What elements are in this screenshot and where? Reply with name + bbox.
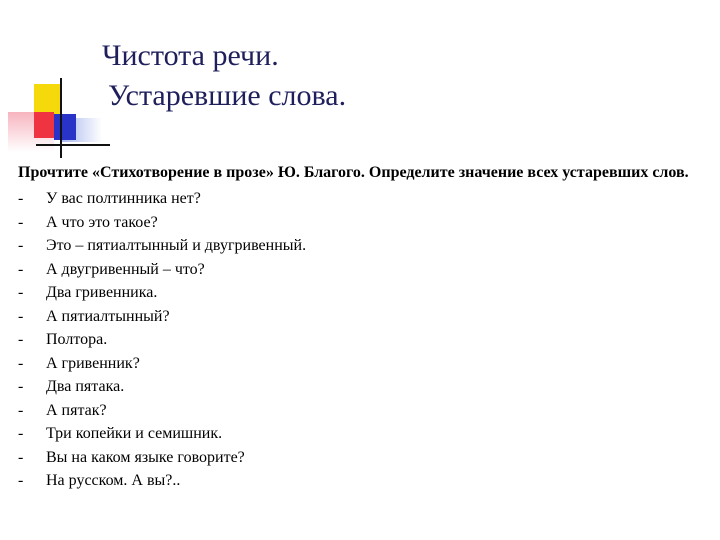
dialog-line-text: Полтора. [46, 331, 108, 348]
dialog-line-text: На русском. А вы?.. [46, 472, 181, 489]
dialog-line-text: А гривенник? [46, 354, 140, 372]
dash-marker: - [18, 331, 24, 348]
dash-marker: - [18, 190, 24, 207]
dialog-line-text: Два гривенника. [46, 284, 158, 301]
red-square [34, 112, 54, 138]
dash-marker: - [18, 425, 24, 442]
dialog-line [18, 399, 694, 423]
slide-body [18, 162, 694, 493]
title-line-2: Устаревшие слова. [108, 79, 347, 112]
dialog-line [18, 258, 694, 282]
dialog-line [18, 352, 694, 376]
dialog-line [18, 328, 694, 352]
dialog-list [18, 187, 694, 493]
dialog-line-text: А двугривенный – что? [46, 260, 205, 278]
dialog-line [18, 234, 694, 258]
dialog-line-text: Это – пятиалтынный и двугривенный. [46, 237, 307, 254]
dialog-line [18, 375, 694, 399]
dash-marker: - [18, 237, 24, 254]
blue-square [54, 114, 76, 140]
dialog-line-text: Вы на каком языке говорите? [46, 448, 245, 466]
dialog-line-text: А пятиалтынный? [46, 307, 170, 325]
dash-marker: - [18, 354, 24, 372]
dash-marker: - [18, 307, 24, 325]
dash-marker: - [18, 260, 24, 278]
dash-marker: - [18, 213, 24, 231]
slide-title [102, 36, 346, 116]
dialog-line [18, 469, 694, 493]
dialog-line [18, 446, 694, 470]
dialog-line [18, 211, 694, 235]
dash-marker: - [18, 448, 24, 466]
decorative-squares-graphic [0, 0, 110, 170]
dash-marker: - [18, 378, 24, 395]
dialog-line-text: А пятак? [46, 401, 107, 419]
title-line-1: Чистота речи. [102, 39, 279, 72]
dialog-line [18, 305, 694, 329]
dialog-line-text: У вас полтинника нет? [46, 190, 201, 207]
dash-marker: - [18, 472, 24, 489]
task-instruction: Прочтите «Стихотворение в прозе» Ю. Благого. Определите значение всех устаревших слов. [18, 164, 689, 181]
dialog-line-text: Два пятака. [46, 378, 125, 395]
dialog-line [18, 187, 694, 211]
dialog-line [18, 281, 694, 305]
dash-marker: - [18, 284, 24, 301]
dialog-line-text: Три копейки и семишник. [46, 425, 223, 442]
dialog-line-text: А что это такое? [46, 213, 158, 231]
dialog-line [18, 422, 694, 446]
dash-marker: - [18, 401, 24, 419]
